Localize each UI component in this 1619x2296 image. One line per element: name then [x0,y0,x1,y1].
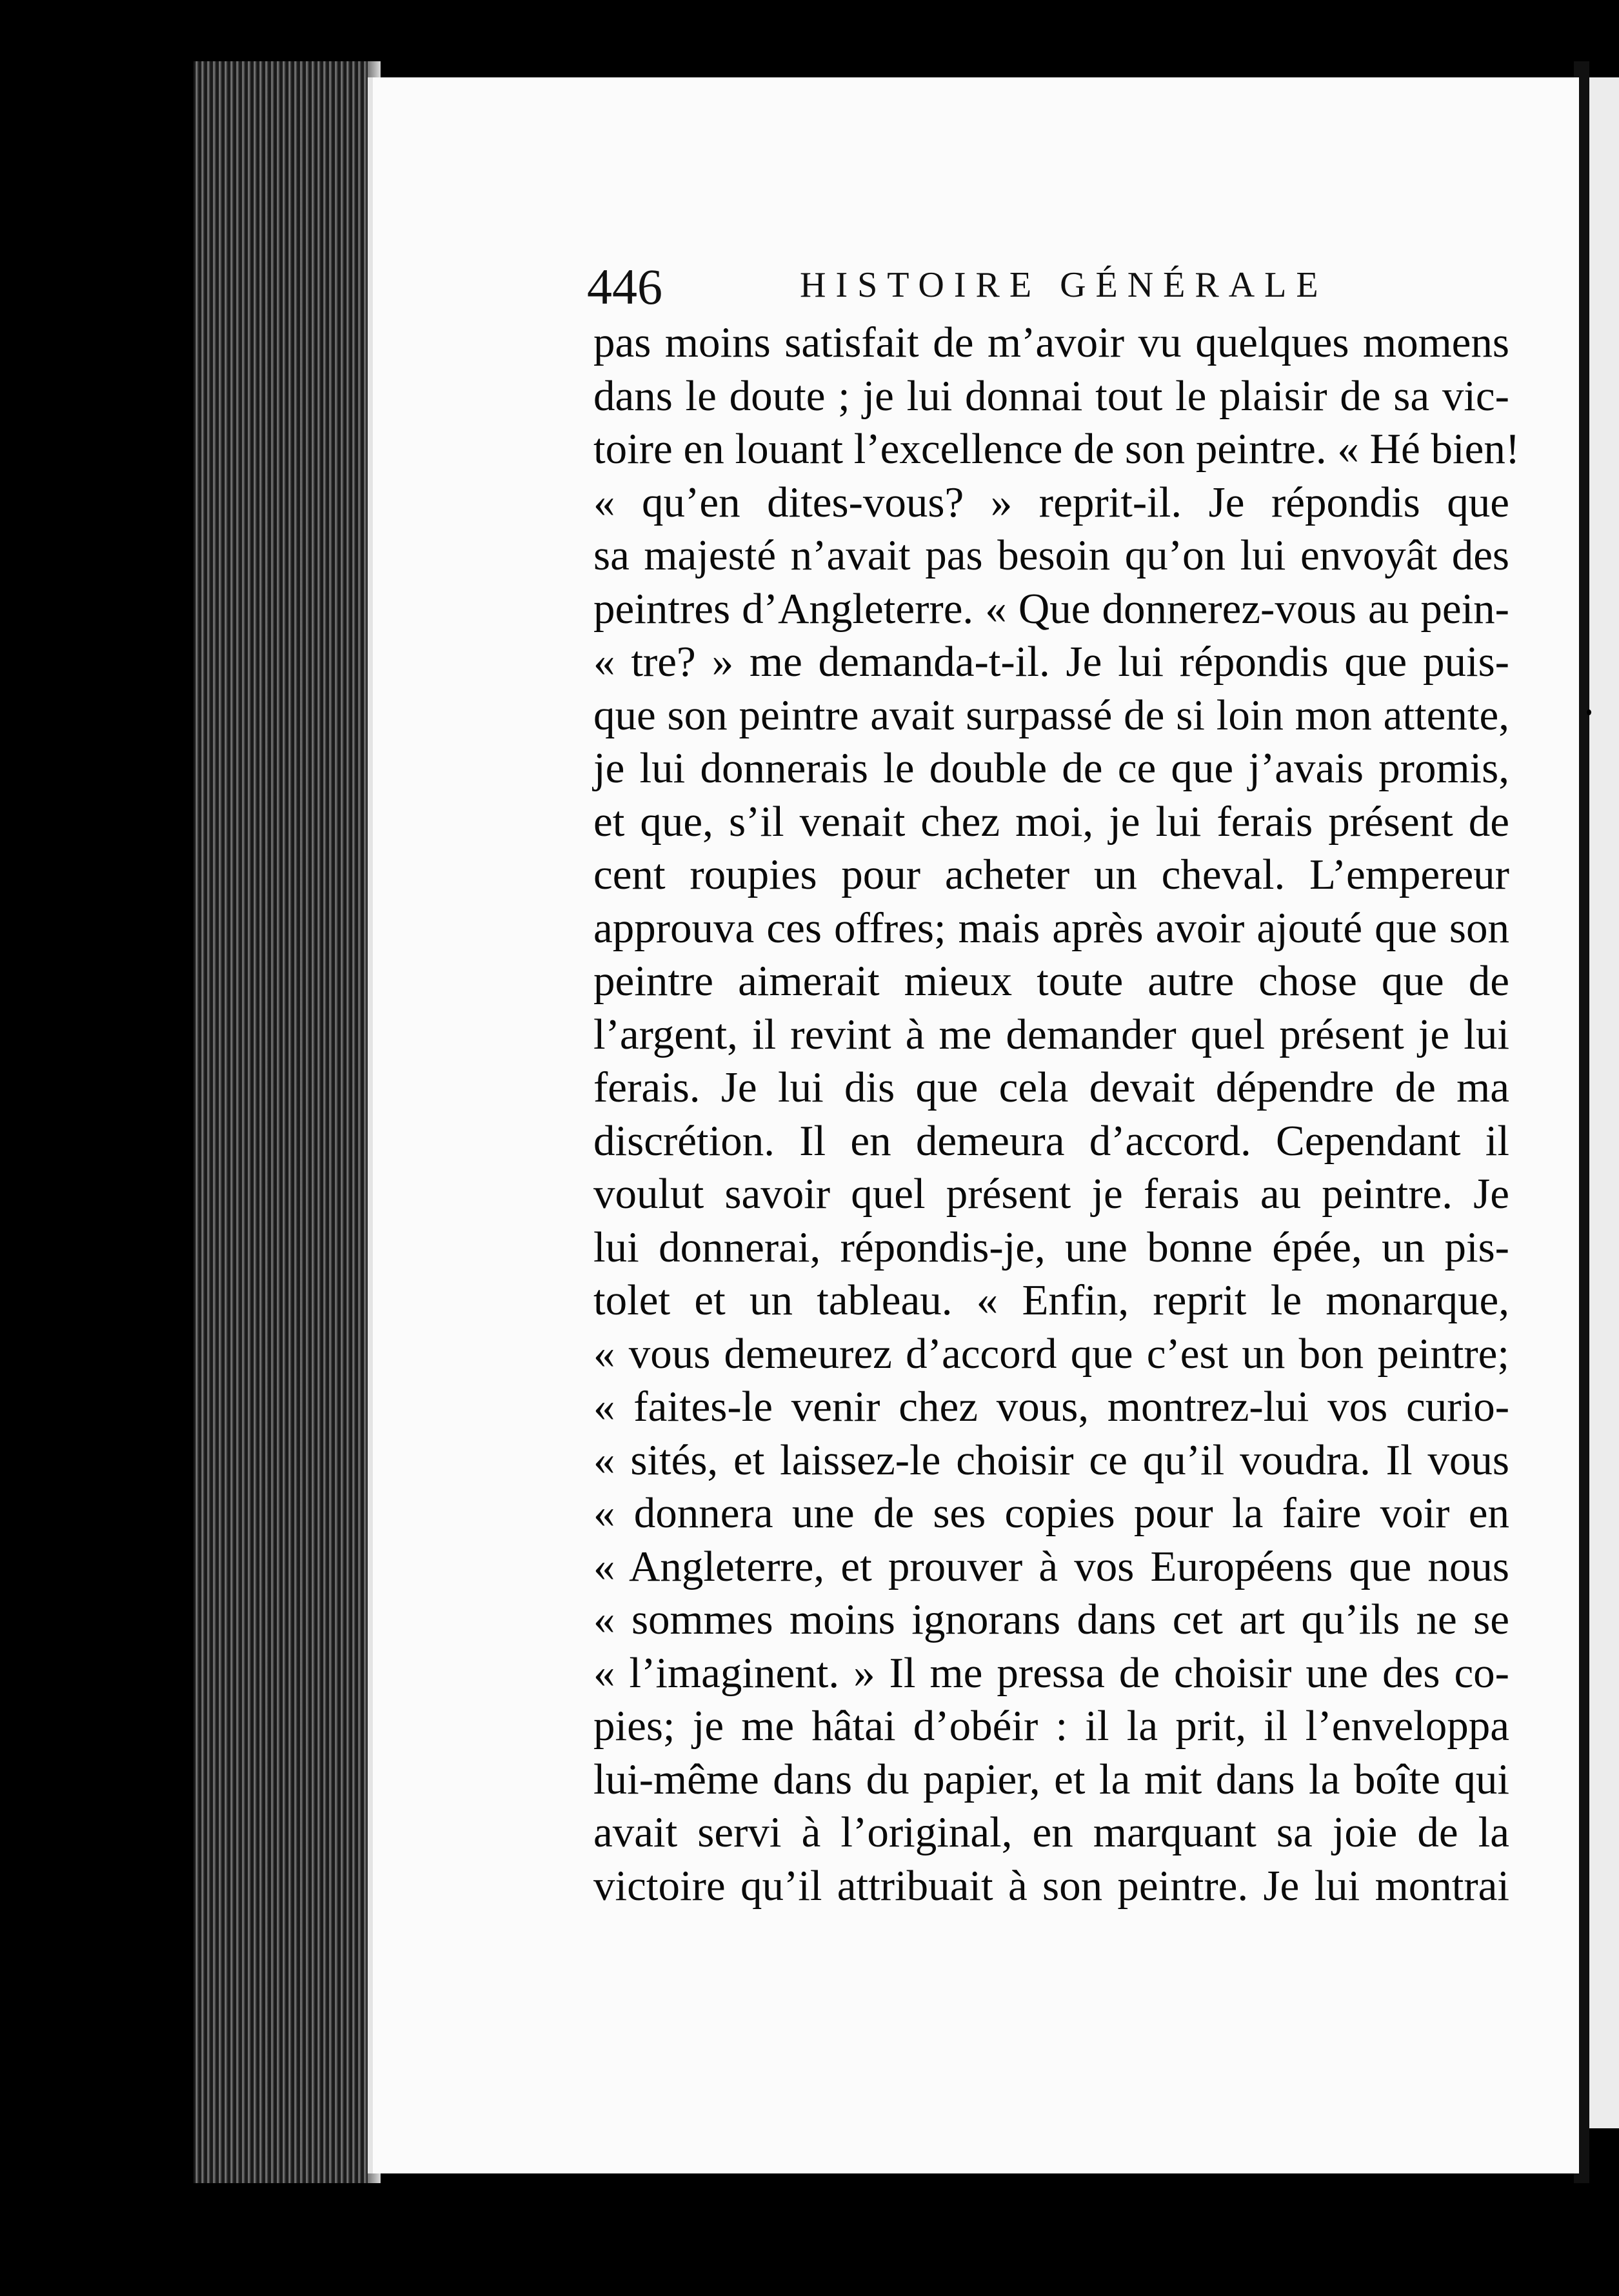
text-line: « Angleterre, et prouver à vos Européens que nous [593,1542,1509,1590]
book-fore-edge [194,61,381,2183]
facing-page-edge [1589,77,1619,2128]
ink-speck [639,4,645,13]
text-line: victoire qu’il attribuait à son peintre. Je lui montrai [593,1861,1509,1910]
running-header [587,258,1471,316]
text-line: et que, s’il venait chez moi, je lui ferais présent de [593,797,1509,846]
body-text [593,316,1520,1912]
text-line: pas moins satisfait de m’avoir vu quelques momens [593,319,1509,366]
text-line: voulut savoir quel présent je ferais au peintre. Je [593,1170,1509,1218]
text-line: « faites-le venir chez vous, montrez-lui vos curio- [593,1383,1509,1430]
text-line: « donnera une de ses copies pour la faire voir en [593,1489,1509,1537]
text-line: peintres d’Angleterre. « Que donnerez-vous au pein- [593,584,1509,633]
text-line: « tre? » me demanda-t-il. Je lui répondis que puis- [593,638,1509,686]
text-line: « vous demeurez d’accord que c’est un bon peintre; [593,1329,1509,1378]
text-line: tolet et un tableau. « Enfin, reprit le monarque, [593,1276,1509,1324]
text-line: pies; je me hâtai d’obéir : il la prit, il l’enveloppa [593,1702,1509,1750]
text-line: sa majesté n’avait pas besoin qu’on lui envoyât des [593,531,1509,579]
ink-speck [1587,709,1591,715]
text-line: « sités, et laissez-le choisir ce qu’il voudra. Il vous [593,1436,1509,1484]
running-head-title: HISTOIRE GÉNÉRALE [800,265,1328,305]
text-line: ferais. Je lui dis que cela devait dépendre de ma [593,1064,1509,1111]
text-line: lui-même dans du papier, et la mit dans la boîte qui [593,1755,1509,1803]
text-line: dans le doute ; je lui donnai tout le plaisir de sa vic- [593,371,1509,420]
page-number: 446 [587,259,662,315]
text-line: toire en louant l’excellence de son peintre. « Hé bien! [593,425,1520,473]
text-line: « qu’en dites-vous? » reprit-il. Je répondis que [593,478,1509,526]
text-line: discrétion. Il en demeura d’accord. Cependant il [593,1116,1509,1165]
text-line: que son peintre avait surpassé de si loin mon attente, [593,691,1509,739]
text-line: lui donnerai, répondis-je, une bonne épée, un pis- [593,1223,1509,1271]
text-line: je lui donnerais le double de ce que j’avais promis, [593,744,1509,792]
text-line: avait servi à l’original, en marquant sa joie de la [593,1808,1509,1856]
text-line: peintre aimerait mieux toute autre chose que de [593,957,1509,1005]
text-line: « l’imaginent. » Il me pressa de choisir une des co- [593,1648,1509,1697]
text-line: cent roupies pour acheter un cheval. L’empereur [593,851,1509,898]
text-line: l’argent, il revint à me demander quel présent je lui [593,1010,1509,1058]
text-line: approuva ces offres; mais après avoir ajouté que son [593,904,1509,952]
text-line: « sommes moins ignorans dans cet art qu’ils ne se [593,1596,1509,1643]
